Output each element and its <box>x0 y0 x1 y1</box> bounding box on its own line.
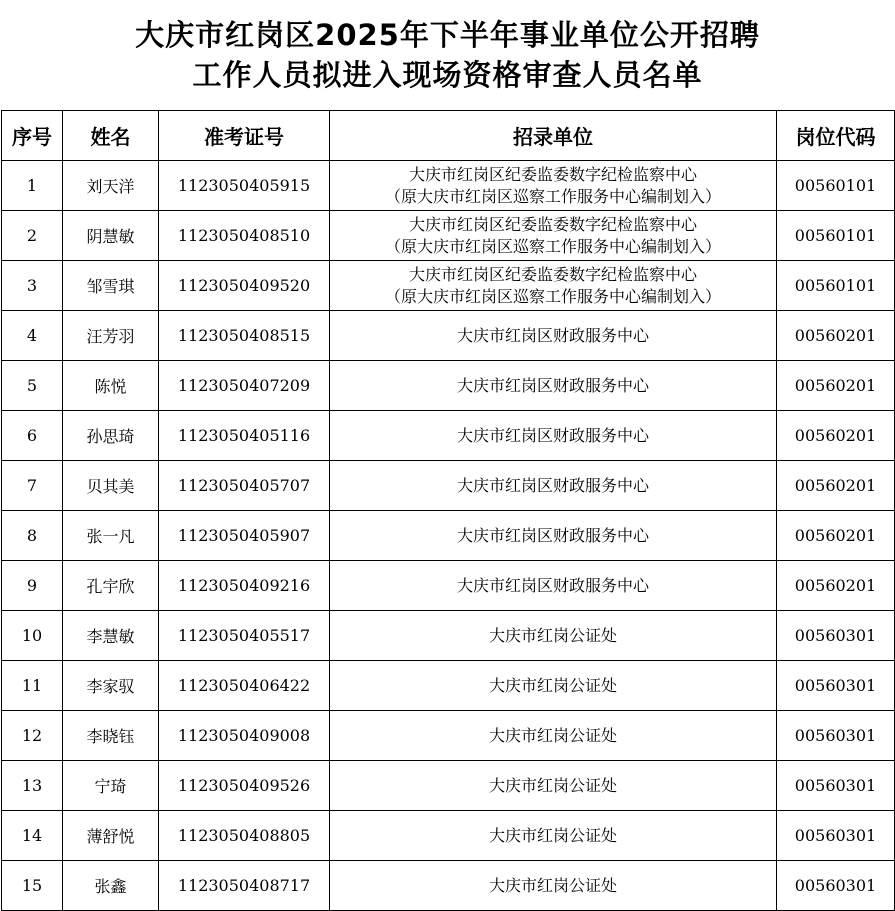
name-cell: 陈悦 <box>63 361 159 411</box>
unit-line: 大庆市红岗公证处 <box>488 825 617 845</box>
table-row <box>2 461 895 511</box>
table-row <box>2 611 895 661</box>
exam-id-cell: 1123050405915 <box>159 161 330 211</box>
seq-cell: 6 <box>2 411 63 461</box>
exam-id-cell: 1123050408805 <box>159 811 330 861</box>
unit-cell <box>330 811 777 861</box>
name-cell: 刘天洋 <box>63 161 159 211</box>
post-code-cell: 00560101 <box>777 261 895 311</box>
title-line-2: 工作人员拟进入现场资格审查人员名单 <box>192 58 703 92</box>
seq-cell: 1 <box>2 161 63 211</box>
name-cell: 张一凡 <box>63 511 159 561</box>
seq-cell: 8 <box>2 511 63 561</box>
unit-cell <box>330 311 777 361</box>
unit-line: 大庆市红岗区纪委监委数字纪检监察中心 <box>408 214 697 234</box>
seq-cell: 15 <box>2 861 63 911</box>
seq-cell: 3 <box>2 261 63 311</box>
post-code-cell: 00560201 <box>777 511 895 561</box>
unit-cell <box>330 661 777 711</box>
candidate-table <box>1 110 895 911</box>
unit-line: 大庆市红岗公证处 <box>488 875 617 895</box>
exam-id-cell: 1123050407209 <box>159 361 330 411</box>
unit-cell <box>330 411 777 461</box>
unit-cell <box>330 211 777 261</box>
post-code-cell: 00560201 <box>777 461 895 511</box>
unit-line: 大庆市红岗区财政服务中心 <box>456 575 649 595</box>
post-code-cell: 00560201 <box>777 561 895 611</box>
table-row <box>2 661 895 711</box>
post-code-cell: 00560301 <box>777 661 895 711</box>
table-row <box>2 811 895 861</box>
unit-line: （原大庆市红岗区巡察工作服务中心编制划入） <box>384 186 721 206</box>
table-row <box>2 711 895 761</box>
table-row <box>2 761 895 811</box>
post-code-cell: 00560201 <box>777 361 895 411</box>
unit-line: 大庆市红岗区财政服务中心 <box>456 525 649 545</box>
exam-id-cell: 1123050405517 <box>159 611 330 661</box>
table-row <box>2 261 895 311</box>
name-cell: 邹雪琪 <box>63 261 159 311</box>
header-exam-id: 准考证号 <box>159 111 330 161</box>
document-title <box>0 0 895 110</box>
table-row <box>2 861 895 911</box>
unit-line: （原大庆市红岗区巡察工作服务中心编制划入） <box>384 236 721 256</box>
table-header-row <box>2 111 895 161</box>
post-code-cell: 00560301 <box>777 811 895 861</box>
exam-id-cell: 1123050409008 <box>159 711 330 761</box>
unit-cell <box>330 461 777 511</box>
header-seq: 序号 <box>2 111 63 161</box>
table-row <box>2 561 895 611</box>
name-cell: 李家驭 <box>63 661 159 711</box>
unit-cell <box>330 261 777 311</box>
post-code-cell: 00560301 <box>777 611 895 661</box>
exam-id-cell: 1123050408515 <box>159 311 330 361</box>
unit-cell <box>330 511 777 561</box>
table-row <box>2 361 895 411</box>
unit-cell <box>330 611 777 661</box>
name-cell: 李晓钰 <box>63 711 159 761</box>
unit-line: （原大庆市红岗区巡察工作服务中心编制划入） <box>384 286 721 306</box>
post-code-cell: 00560301 <box>777 711 895 761</box>
seq-cell: 14 <box>2 811 63 861</box>
exam-id-cell: 1123050409216 <box>159 561 330 611</box>
seq-cell: 10 <box>2 611 63 661</box>
seq-cell: 4 <box>2 311 63 361</box>
post-code-cell: 00560101 <box>777 211 895 261</box>
title-line-1: 大庆市红岗区2025年下半年事业单位公开招聘 <box>135 18 760 52</box>
unit-line: 大庆市红岗区财政服务中心 <box>456 375 649 395</box>
seq-cell: 12 <box>2 711 63 761</box>
exam-id-cell: 1123050405707 <box>159 461 330 511</box>
unit-line: 大庆市红岗公证处 <box>488 725 617 745</box>
header-name: 姓名 <box>63 111 159 161</box>
exam-id-cell: 1123050408510 <box>159 211 330 261</box>
exam-id-cell: 1123050408717 <box>159 861 330 911</box>
header-post-code: 岗位代码 <box>777 111 895 161</box>
unit-line: 大庆市红岗区财政服务中心 <box>456 425 649 445</box>
post-code-cell: 00560201 <box>777 311 895 361</box>
exam-id-cell: 1123050409520 <box>159 261 330 311</box>
exam-id-cell: 1123050409526 <box>159 761 330 811</box>
unit-cell <box>330 861 777 911</box>
unit-line: 大庆市红岗公证处 <box>488 775 617 795</box>
table-row <box>2 311 895 361</box>
table-row <box>2 511 895 561</box>
name-cell: 孔宇欣 <box>63 561 159 611</box>
name-cell: 孙思琦 <box>63 411 159 461</box>
name-cell: 汪芳羽 <box>63 311 159 361</box>
name-cell: 薄舒悦 <box>63 811 159 861</box>
header-unit: 招录单位 <box>330 111 777 161</box>
table-row <box>2 411 895 461</box>
table-body <box>2 161 895 911</box>
name-cell: 张鑫 <box>63 861 159 911</box>
exam-id-cell: 1123050405116 <box>159 411 330 461</box>
unit-cell <box>330 161 777 211</box>
exam-id-cell: 1123050406422 <box>159 661 330 711</box>
post-code-cell: 00560101 <box>777 161 895 211</box>
unit-cell <box>330 761 777 811</box>
seq-cell: 7 <box>2 461 63 511</box>
name-cell: 阴慧敏 <box>63 211 159 261</box>
name-cell: 宁琦 <box>63 761 159 811</box>
name-cell: 李慧敏 <box>63 611 159 661</box>
post-code-cell: 00560201 <box>777 411 895 461</box>
table-row <box>2 161 895 211</box>
seq-cell: 13 <box>2 761 63 811</box>
unit-line: 大庆市红岗公证处 <box>488 625 617 645</box>
exam-id-cell: 1123050405907 <box>159 511 330 561</box>
unit-line: 大庆市红岗区财政服务中心 <box>456 325 649 345</box>
table-row <box>2 211 895 261</box>
name-cell: 贝其美 <box>63 461 159 511</box>
unit-cell <box>330 711 777 761</box>
unit-line: 大庆市红岗公证处 <box>488 675 617 695</box>
seq-cell: 11 <box>2 661 63 711</box>
unit-cell <box>330 561 777 611</box>
post-code-cell: 00560301 <box>777 861 895 911</box>
seq-cell: 5 <box>2 361 63 411</box>
unit-line: 大庆市红岗区财政服务中心 <box>456 475 649 495</box>
unit-line: 大庆市红岗区纪委监委数字纪检监察中心 <box>408 164 697 184</box>
unit-line: 大庆市红岗区纪委监委数字纪检监察中心 <box>408 264 697 284</box>
unit-cell <box>330 361 777 411</box>
seq-cell: 2 <box>2 211 63 261</box>
seq-cell: 9 <box>2 561 63 611</box>
post-code-cell: 00560301 <box>777 761 895 811</box>
